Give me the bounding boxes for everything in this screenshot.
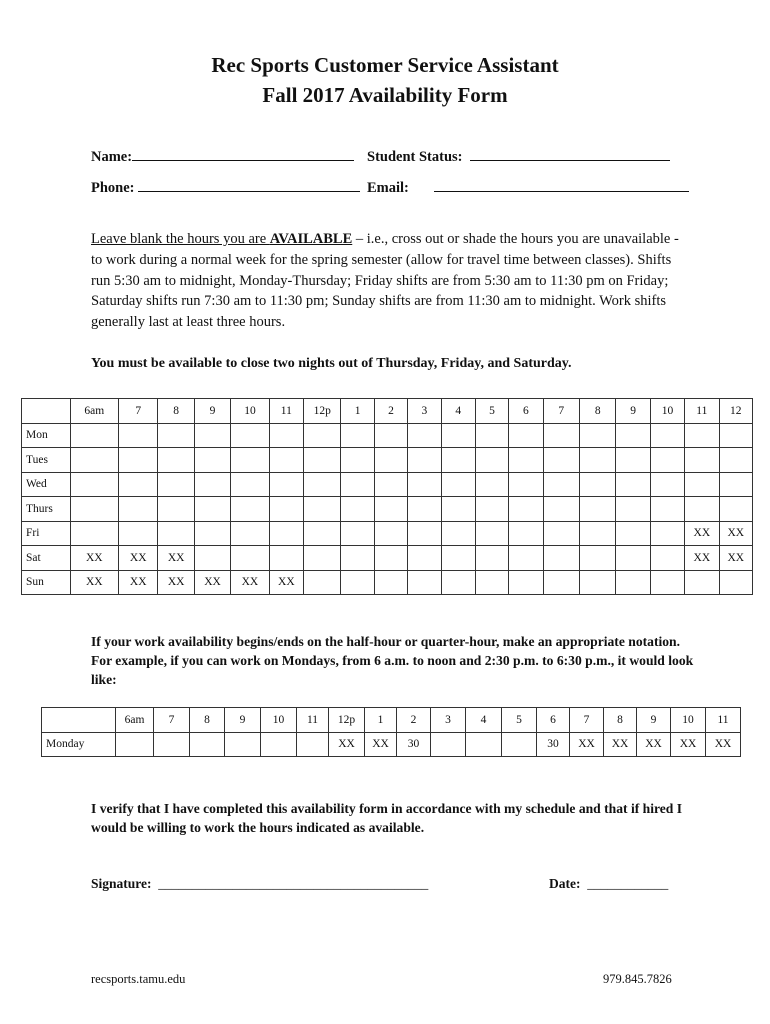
signature-line[interactable]: ________________________________________ (158, 876, 429, 891)
day-label: Thurs (22, 497, 71, 522)
hour-header: 9 (637, 708, 671, 733)
hour-header: 12p (304, 399, 341, 424)
phone-field (91, 177, 360, 197)
hour-header: 6 (537, 708, 570, 733)
hour-cell[interactable] (475, 497, 508, 522)
hour-cell[interactable] (374, 497, 407, 522)
hour-cell[interactable] (119, 423, 158, 448)
hour-cell[interactable] (374, 448, 407, 473)
day-label: Tues (22, 448, 71, 473)
name-field (91, 146, 354, 166)
hour-cell[interactable] (269, 423, 303, 448)
instructions-lead: Leave blank the hours you are AVAILABLE (91, 231, 353, 247)
hour-cell[interactable] (580, 448, 616, 473)
hour-cell[interactable] (543, 546, 579, 571)
hour-cell[interactable] (685, 570, 719, 595)
hour-cell[interactable] (119, 448, 158, 473)
date-line[interactable]: ____________ (587, 876, 669, 891)
hour-cell[interactable] (269, 472, 303, 497)
hour-header: 7 (543, 399, 579, 424)
hour-cell[interactable] (650, 448, 684, 473)
hour-header: 11 (269, 399, 303, 424)
hour-cell[interactable]: XX (365, 732, 397, 757)
hour-cell[interactable] (231, 497, 269, 522)
hour-cell[interactable] (580, 570, 616, 595)
day-label: Wed (22, 472, 71, 497)
hour-cell[interactable] (70, 497, 119, 522)
hour-cell[interactable] (194, 546, 230, 571)
hour-cell[interactable] (650, 423, 684, 448)
hour-cell[interactable] (441, 521, 475, 546)
hour-cell[interactable] (341, 423, 374, 448)
hour-header: 2 (374, 399, 407, 424)
hour-cell[interactable] (408, 546, 441, 571)
hour-header: 11 (685, 399, 719, 424)
hour-cell[interactable] (441, 472, 475, 497)
hour-cell[interactable] (685, 423, 719, 448)
hour-cell[interactable] (509, 423, 543, 448)
hour-cell[interactable] (685, 448, 719, 473)
hour-cell[interactable] (408, 497, 441, 522)
hour-cell[interactable]: XX (671, 732, 706, 757)
hour-cell[interactable] (374, 521, 407, 546)
hour-cell[interactable] (158, 448, 194, 473)
day-label: Sat (22, 546, 71, 571)
hour-cell[interactable] (441, 423, 475, 448)
date-label: Date: (549, 876, 581, 891)
hour-header: 6 (509, 399, 543, 424)
hour-header: 2 (397, 708, 431, 733)
day-row (22, 521, 753, 546)
hour-header: 3 (431, 708, 466, 733)
hour-cell[interactable] (297, 732, 329, 757)
day-row (22, 570, 753, 595)
hour-header: 8 (190, 708, 225, 733)
hour-cell[interactable] (509, 497, 543, 522)
date-field (549, 876, 668, 892)
hour-cell[interactable] (158, 521, 194, 546)
hour-header: 11 (297, 708, 329, 733)
hour-header: 4 (466, 708, 502, 733)
hour-cell[interactable] (269, 521, 303, 546)
closing-requirement: You must be available to close two nights out of Thursday, Friday, and Saturday. (91, 356, 572, 371)
hour-cell[interactable] (509, 546, 543, 571)
hour-header: 7 (570, 708, 604, 733)
hour-cell[interactable] (304, 423, 341, 448)
hour-cell[interactable] (231, 423, 269, 448)
hour-cell[interactable] (119, 521, 158, 546)
hour-cell[interactable] (543, 521, 579, 546)
hour-header: 7 (119, 399, 158, 424)
header-row (42, 708, 741, 733)
hour-header: 9 (194, 399, 230, 424)
form-title: Rec Sports Customer Service Assistant (211, 53, 559, 77)
hour-cell[interactable]: XX (119, 546, 158, 571)
form-subtitle: Fall 2017 Availability Form (262, 83, 508, 107)
hour-cell[interactable] (341, 448, 374, 473)
hour-cell[interactable] (509, 521, 543, 546)
hour-cell[interactable] (719, 448, 752, 473)
example-table (41, 707, 741, 757)
hour-cell[interactable] (231, 448, 269, 473)
hour-cell[interactable] (374, 472, 407, 497)
hour-header: 10 (650, 399, 684, 424)
hour-cell[interactable] (304, 497, 341, 522)
example-instructions: If your work availability begins/ends on the half-hour or quarter-hour, make an appropriate notation. For example, if you can work on Mondays, from 6 a.m. to noon and 2:30 p.m. to 6:30 p.m., it would look like: (91, 634, 694, 687)
hour-header: 5 (475, 399, 508, 424)
hour-cell[interactable] (408, 521, 441, 546)
hour-header: 10 (671, 708, 706, 733)
hour-cell[interactable] (231, 521, 269, 546)
hour-cell[interactable] (650, 497, 684, 522)
hour-cell[interactable] (70, 472, 119, 497)
hour-cell[interactable] (543, 497, 579, 522)
hour-cell[interactable] (616, 497, 650, 522)
hour-cell[interactable]: XX (70, 546, 119, 571)
hour-cell[interactable]: XX (158, 570, 194, 595)
hour-cell[interactable] (616, 570, 650, 595)
hour-cell[interactable] (304, 546, 341, 571)
email-line[interactable] (434, 177, 689, 192)
hour-cell[interactable] (408, 570, 441, 595)
hour-cell[interactable] (650, 546, 684, 571)
hour-cell[interactable]: XX (685, 521, 719, 546)
hour-cell[interactable] (374, 570, 407, 595)
hour-cell[interactable] (194, 423, 230, 448)
day-row (22, 472, 753, 497)
hour-cell[interactable] (190, 732, 225, 757)
corner-cell (22, 399, 71, 424)
hour-cell[interactable] (441, 448, 475, 473)
corner-cell (42, 708, 116, 733)
hour-cell[interactable] (116, 732, 154, 757)
hour-cell[interactable] (509, 448, 543, 473)
hour-cell[interactable] (231, 546, 269, 571)
hour-header: 4 (441, 399, 475, 424)
email-label: Email: (367, 180, 409, 196)
hour-cell[interactable] (441, 546, 475, 571)
name-line[interactable] (132, 146, 354, 161)
hour-cell[interactable] (304, 448, 341, 473)
hour-cell[interactable]: 30 (537, 732, 570, 757)
hour-cell[interactable] (341, 570, 374, 595)
hour-header: 7 (154, 708, 190, 733)
hour-cell[interactable]: XX (637, 732, 671, 757)
hour-cell[interactable] (543, 448, 579, 473)
hour-cell[interactable] (685, 497, 719, 522)
hour-header: 10 (231, 399, 269, 424)
hour-cell[interactable] (719, 423, 752, 448)
hour-cell[interactable] (70, 448, 119, 473)
hour-cell[interactable] (194, 497, 230, 522)
day-row (42, 732, 741, 757)
hour-cell[interactable] (719, 570, 752, 595)
hour-cell[interactable] (502, 732, 537, 757)
hour-header: 12 (719, 399, 752, 424)
name-label: Name: (91, 149, 133, 165)
hour-cell[interactable]: XX (329, 732, 365, 757)
hour-header: 1 (341, 399, 374, 424)
hour-cell[interactable] (194, 448, 230, 473)
hour-cell[interactable] (261, 732, 297, 757)
day-row (22, 423, 753, 448)
day-row (22, 497, 753, 522)
hour-cell[interactable] (580, 521, 616, 546)
instructions-paragraph (91, 229, 691, 333)
hour-cell[interactable] (341, 521, 374, 546)
hour-cell[interactable] (225, 732, 261, 757)
hour-header: 9 (225, 708, 261, 733)
hour-header: 10 (261, 708, 297, 733)
hour-cell[interactable] (580, 546, 616, 571)
hour-cell[interactable] (685, 472, 719, 497)
hour-cell[interactable] (719, 472, 752, 497)
hour-cell[interactable] (616, 472, 650, 497)
signature-label: Signature: (91, 876, 152, 891)
hour-cell[interactable] (341, 497, 374, 522)
availability-table (21, 398, 753, 595)
hour-cell[interactable] (475, 570, 508, 595)
hour-cell[interactable]: XX (194, 570, 230, 595)
hour-cell[interactable]: XX (719, 521, 752, 546)
hour-cell[interactable]: XX (158, 546, 194, 571)
hour-cell[interactable] (475, 521, 508, 546)
day-row (22, 546, 753, 571)
hour-cell[interactable] (616, 521, 650, 546)
hour-cell[interactable] (194, 521, 230, 546)
hour-cell[interactable] (269, 497, 303, 522)
hour-header: 3 (408, 399, 441, 424)
hour-cell[interactable] (719, 497, 752, 522)
hour-cell[interactable]: XX (231, 570, 269, 595)
hour-cell[interactable] (650, 472, 684, 497)
hour-cell[interactable] (509, 570, 543, 595)
hour-cell[interactable] (374, 423, 407, 448)
hour-cell[interactable] (158, 497, 194, 522)
hour-header: 8 (604, 708, 637, 733)
hour-cell[interactable]: XX (119, 570, 158, 595)
hour-cell[interactable] (616, 448, 650, 473)
hour-cell[interactable] (70, 521, 119, 546)
hour-cell[interactable] (231, 472, 269, 497)
hour-header: 5 (502, 708, 537, 733)
hour-cell[interactable] (374, 546, 407, 571)
phone-line[interactable] (138, 177, 360, 192)
hour-header: 1 (365, 708, 397, 733)
phone-label: Phone: (91, 180, 135, 196)
hour-cell[interactable] (194, 472, 230, 497)
hour-cell[interactable] (543, 423, 579, 448)
day-label: Fri (22, 521, 71, 546)
hour-header: 6am (116, 708, 154, 733)
day-row (22, 448, 753, 473)
header-row (22, 399, 753, 424)
hour-cell[interactable] (650, 570, 684, 595)
hour-cell[interactable] (466, 732, 502, 757)
hour-header: 11 (706, 708, 741, 733)
available-emphasis: AVAILABLE (269, 231, 353, 247)
hour-header: 9 (616, 399, 650, 424)
hour-cell[interactable] (304, 570, 341, 595)
day-label: Mon (22, 423, 71, 448)
hour-cell[interactable] (408, 472, 441, 497)
day-label: Monday (42, 732, 116, 757)
signature-field (91, 876, 428, 892)
hour-cell[interactable] (580, 497, 616, 522)
hour-header: 8 (580, 399, 616, 424)
hour-cell[interactable] (616, 546, 650, 571)
hour-cell[interactable] (269, 546, 303, 571)
hour-cell[interactable] (408, 423, 441, 448)
hour-cell[interactable] (158, 472, 194, 497)
hour-cell[interactable] (269, 448, 303, 473)
hour-cell[interactable] (119, 472, 158, 497)
hour-cell[interactable]: XX (706, 732, 741, 757)
hour-cell[interactable]: XX (70, 570, 119, 595)
hour-cell[interactable] (580, 472, 616, 497)
hour-cell[interactable]: XX (269, 570, 303, 595)
hour-cell[interactable] (475, 472, 508, 497)
hour-cell[interactable] (304, 521, 341, 546)
hour-cell[interactable] (475, 423, 508, 448)
day-label: Sun (22, 570, 71, 595)
hour-cell[interactable] (304, 472, 341, 497)
hour-cell[interactable] (158, 423, 194, 448)
hour-cell[interactable] (441, 497, 475, 522)
hour-cell[interactable] (119, 497, 158, 522)
instructions-rest: – i.e., cross out or shade the hours you are unavailable - to work during a normal week for the spring semester (allow for travel time between classes). Shifts run 5:30 am to midnight, Monday-Thursday; Friday shifts are from 5:30 am to 11:30 pm on Friday; Saturday shifts run 7:30 am to 11:30 pm; Sunday shifts are from 11:30 am to midnight. Work shifts generally last at least three hours. (91, 231, 679, 331)
hour-cell[interactable] (154, 732, 190, 757)
hour-cell[interactable] (580, 423, 616, 448)
hour-cell[interactable] (341, 472, 374, 497)
hour-cell[interactable]: XX (719, 546, 752, 571)
hour-cell[interactable] (441, 570, 475, 595)
hour-header: 8 (158, 399, 194, 424)
footer-phone: 979.845.7826 (603, 972, 672, 986)
hour-cell[interactable]: 30 (397, 732, 431, 757)
hour-cell[interactable] (650, 521, 684, 546)
hour-cell[interactable] (543, 570, 579, 595)
hour-cell[interactable] (509, 472, 543, 497)
hour-cell[interactable] (616, 423, 650, 448)
footer-website: recsports.tamu.edu (91, 972, 186, 986)
hour-cell[interactable] (431, 732, 466, 757)
email-field (367, 177, 689, 197)
student-status-field (367, 146, 670, 166)
student-status-label: Student Status: (367, 149, 463, 165)
hour-cell[interactable]: XX (604, 732, 637, 757)
hour-cell[interactable] (475, 546, 508, 571)
hour-cell[interactable] (543, 472, 579, 497)
hour-cell[interactable]: XX (570, 732, 604, 757)
hour-cell[interactable] (475, 448, 508, 473)
hour-header: 6am (70, 399, 119, 424)
hour-cell[interactable] (341, 546, 374, 571)
student-status-line[interactable] (470, 146, 670, 161)
hour-cell[interactable] (70, 423, 119, 448)
verification-statement: I verify that I have completed this availability form in accordance with my schedule and that if hired I would be willing to work the hours indicated as available. (91, 801, 683, 835)
hour-header: 12p (329, 708, 365, 733)
hour-cell[interactable]: XX (685, 546, 719, 571)
hour-cell[interactable] (408, 448, 441, 473)
